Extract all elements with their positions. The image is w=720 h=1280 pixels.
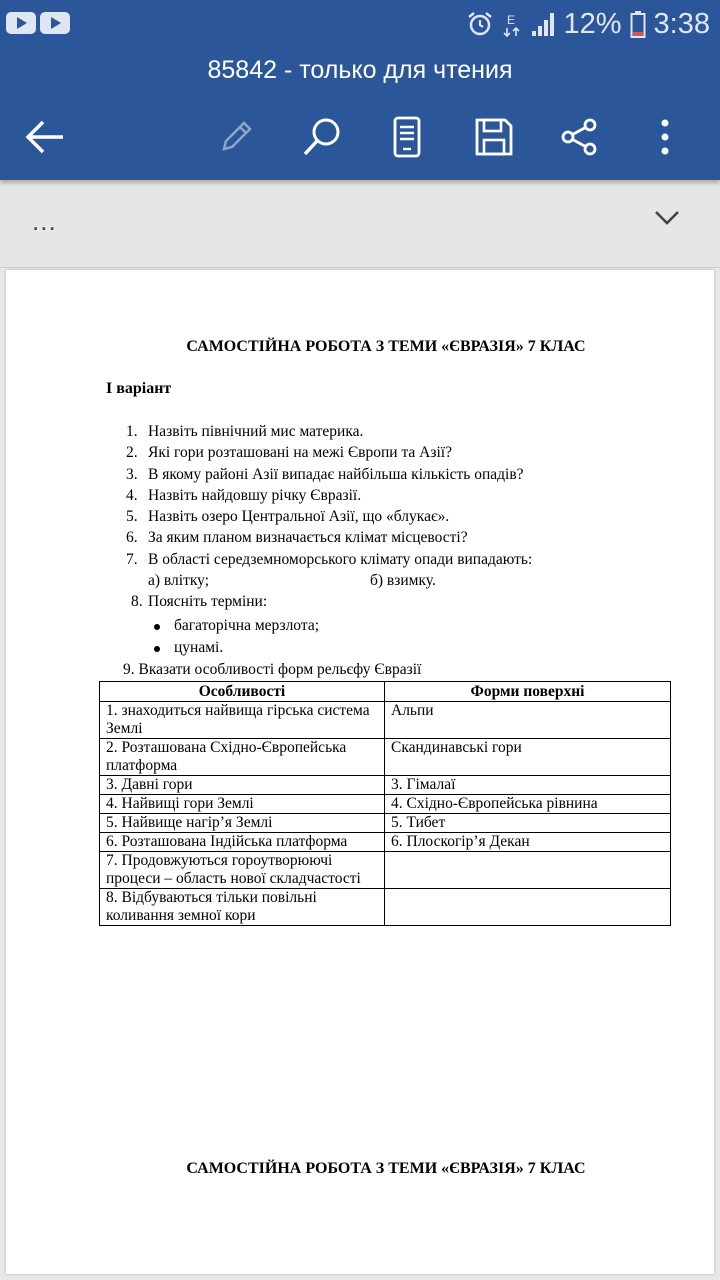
question-number: 5. — [126, 508, 138, 525]
document-heading: САМОСТІЙНА РОБОТА З ТЕМИ «ЄВРАЗІЯ» 7 КЛАС — [186, 338, 586, 355]
table-cell: Альпи — [385, 702, 671, 739]
table-cell: 3. Гімалаї — [385, 776, 671, 795]
question-number: 8. — [131, 593, 143, 610]
toolbar — [0, 94, 720, 180]
table-cell: 4. Східно-Європейська рівнина — [385, 795, 671, 814]
document-page[interactable] — [6, 270, 714, 1274]
data-transfer-icon — [502, 10, 522, 38]
mobile-view-icon — [392, 116, 422, 158]
status-icons — [466, 6, 711, 42]
question-number: 2. — [126, 444, 138, 461]
column-header: Особливості — [100, 682, 385, 702]
table-cell: 6. Плоскогір’я Декан — [385, 833, 671, 852]
youtube-notification-icon — [6, 12, 36, 34]
question-item — [126, 529, 468, 547]
share-icon — [559, 117, 599, 157]
back-button[interactable] — [20, 112, 70, 162]
bullet-icon — [154, 624, 160, 630]
table-row — [100, 739, 671, 776]
term-item: цунамі. — [174, 639, 224, 656]
pencil-icon — [216, 117, 256, 157]
question-number: 6. — [126, 529, 138, 546]
variant-heading: І варіант — [106, 380, 172, 397]
battery-percent: 12% — [563, 7, 622, 40]
svg-text:E: E — [506, 13, 515, 27]
table-row — [100, 702, 671, 739]
question-number: 7. — [126, 551, 138, 568]
table-cell: 7. Продовжуються гороутворюючі процеси – область нової складчастості — [100, 852, 385, 889]
question-item — [126, 551, 532, 569]
table-cell — [385, 889, 671, 926]
battery-icon — [630, 10, 646, 38]
chevron-down-icon — [654, 210, 680, 226]
table-cell: 4. Найвищі гори Землі — [100, 795, 385, 814]
table-cell: 3. Давні гори — [100, 776, 385, 795]
document-heading-second: САМОСТІЙНА РОБОТА З ТЕМИ «ЄВРАЗІЯ» 7 КЛАС — [186, 1160, 586, 1177]
question-text: Назвіть найдовшу річку Євразії. — [148, 487, 362, 504]
ribbon-collapsed-bar — [0, 180, 720, 268]
clock: 3:38 — [653, 7, 710, 40]
table-row — [100, 795, 671, 814]
table-cell: 8. Відбуваються тільки повільні коливання земної кори — [100, 889, 385, 926]
more-options-button[interactable] — [640, 112, 690, 162]
table-cell — [385, 852, 671, 889]
question-number: 4. — [126, 487, 138, 504]
term-item: багаторічна мерзлота; — [174, 617, 320, 634]
question-text: В області середземноморського клімату опади випадають: — [148, 551, 533, 568]
answer-option-a: а) влітку; — [148, 572, 210, 589]
signal-icon — [530, 10, 556, 38]
expand-ribbon-button[interactable] — [654, 210, 680, 231]
back-arrow-icon — [23, 117, 67, 157]
relief-table — [99, 681, 671, 926]
table-row — [100, 852, 671, 889]
table-cell: 5. Тибет — [385, 814, 671, 833]
question-number: 1. — [126, 423, 138, 440]
status-bar — [0, 0, 720, 48]
table-row — [100, 889, 671, 926]
question-text: За яким планом визначається клімат місцевості? — [148, 529, 468, 546]
bullet-icon — [154, 646, 160, 652]
document-title: 85842 - только для чтения — [207, 56, 513, 84]
question-text: Які гори розташовані на межі Європи та Азії? — [148, 444, 452, 461]
table-cell: 5. Найвище нагір’я Землі — [100, 814, 385, 833]
table-cell: Скандинавські гори — [385, 739, 671, 776]
table-cell: 1. знаходиться найвища гірська система Землі — [100, 702, 385, 739]
table-row — [100, 833, 671, 852]
question-item — [126, 487, 361, 505]
alarm-icon — [466, 10, 494, 38]
question-item — [126, 423, 363, 441]
question-text: Назвіть північний мис материка. — [148, 423, 364, 440]
question-item — [126, 508, 449, 526]
more-vert-icon — [658, 117, 672, 157]
question-item: 9. Вказати особливості форм рельєфу Євразії — [123, 661, 422, 678]
table-row — [100, 814, 671, 833]
document-title-bar — [0, 48, 720, 94]
question-item — [126, 466, 524, 484]
ribbon-more-button[interactable]: ... — [32, 206, 57, 236]
share-button[interactable] — [554, 112, 604, 162]
search-icon — [301, 116, 343, 158]
question-text: В якому районі Азії випадає найбільша кількість опадів? — [148, 466, 524, 483]
save-icon — [474, 117, 514, 157]
table-header-row — [100, 682, 671, 702]
save-button[interactable] — [469, 112, 519, 162]
question-item — [126, 444, 452, 462]
table-cell: 2. Розташована Східно-Європейська платформа — [100, 739, 385, 776]
column-header: Форми поверхні — [385, 682, 671, 702]
question-text: Поясніть терміни: — [148, 593, 268, 610]
question-text: Назвіть озеро Центральної Азії, що «блукає». — [148, 508, 450, 525]
table-row — [100, 776, 671, 795]
edit-button[interactable] — [211, 112, 261, 162]
reading-view-button[interactable] — [382, 112, 432, 162]
table-cell: 6. Розташована Індійська платформа — [100, 833, 385, 852]
question-number: 3. — [126, 466, 138, 483]
question-item — [131, 593, 267, 611]
youtube-notification-icon — [40, 12, 70, 34]
search-button[interactable] — [297, 112, 347, 162]
answer-option-b: б) взимку. — [370, 572, 436, 589]
